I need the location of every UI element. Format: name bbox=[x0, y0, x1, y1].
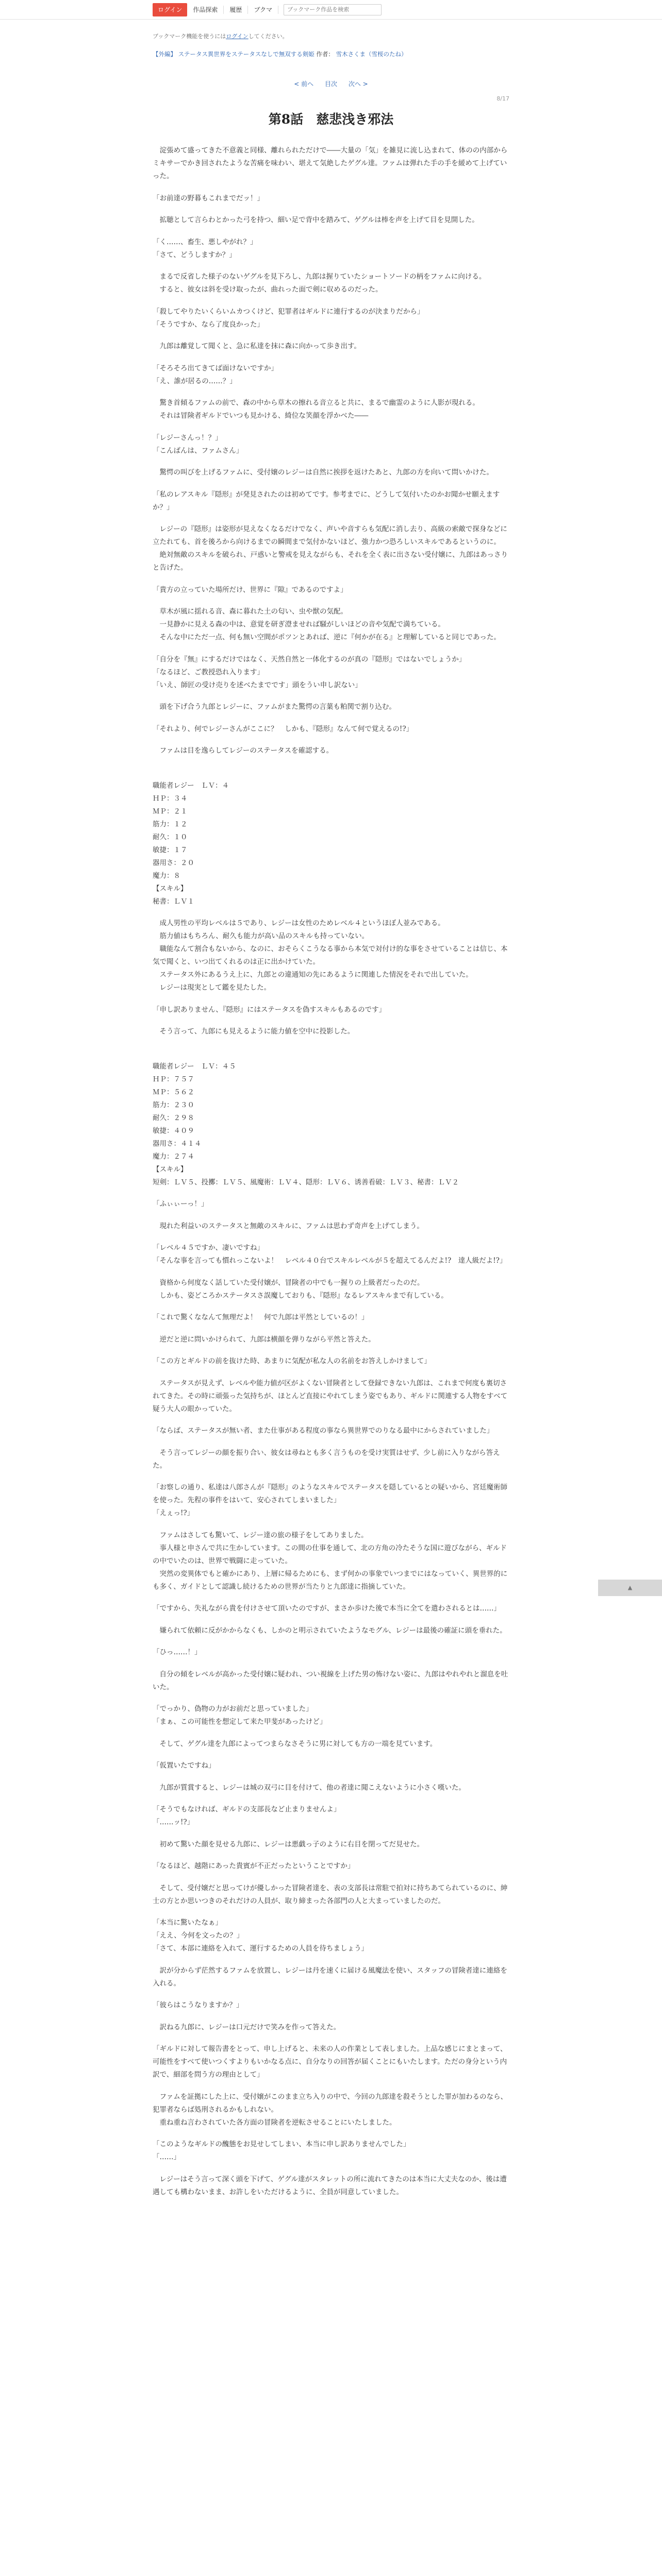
body-paragraph: 「なるほど、越階にあった貴賓が不正だったということですか」 bbox=[153, 1862, 355, 1870]
body-paragraph: 「貴方の立っていた場所だけ、世界に『隙』であるのですよ」 bbox=[153, 585, 347, 594]
body-paragraph: 「それより、何でレジーさんがここに？ しかも、『隠形』なんて何で覚えるの!?」 bbox=[153, 724, 413, 733]
body-paragraph: 「でっかり、偽物の力がお前だと思っていました」 「まぁ、この可能性を想定して来た甲斐があったけど」 bbox=[153, 1705, 327, 1726]
top-navigation-bar bbox=[0, 0, 662, 20]
body-paragraph: 「ふぃぃーっ！」 bbox=[153, 1200, 208, 1208]
body-paragraph: 九郎が質賞すると、レジーは城の双弓に目を付けて、他の者達に聞こえないように小さく嘆いた。 bbox=[153, 1783, 466, 1792]
prev-chapter-link[interactable]: < 前へ bbox=[294, 80, 314, 88]
body-paragraph: レジーの『隠形』は姿形が見えなくなるだけでなく、声いや音すらも気配に消し去り、高級の索敵で探身などに立たれても、首を後ろから向けるまでの瞬間まで気付かないほど、強力かつ恐ろしいスキルであるというのに。 絶対無敵のスキルを破られ、戸惑いと警戒を見えながらも、それを全く表に出さない受付嬢に、九郎はあっさりと告げた。 bbox=[153, 525, 508, 572]
body-paragraph: 「ギルドに対して報告書をとって、申し上げると、未来の人の作業として表しました。上品な感じにまとまって、可能性をすべて使いつくすよりもいかなる点に、自分なりの回答が届くことにもいたします。ただの身分という内訳で、細部を問う方の理由として」 bbox=[153, 2045, 507, 2079]
toc-link[interactable]: 目次 bbox=[324, 80, 337, 88]
body-paragraph: 「私のレアスキル『隠形』が発見されたのは初めてです。参考までに、どうして気付いたのかお聞かせ願えますか？」 bbox=[153, 490, 500, 512]
body-paragraph: 職能者レジー ＬＶ：４５ ＨＰ：７５７ ＭＰ：５６２ 筋力：２３０ 耐久：２９８ 敏捷：４０９ 器用さ：４１４ 魔力：２７４ 【スキル】 短剣：ＬＶ５、投擲：ＬＶ５、風魔術：ＬＶ４、隠形：ＬＶ６、诱善看破：ＬＶ３、秘書：ＬＶ２ bbox=[153, 1062, 459, 1187]
notice-prefix: ブックマーク機能を使うには bbox=[153, 33, 226, 40]
author-label: 作者： bbox=[316, 50, 334, 58]
page-number: 8/17 bbox=[496, 95, 509, 102]
next-chapter-link[interactable]: 次へ > bbox=[348, 80, 368, 88]
body-paragraph: 淀張めて盛ってきた不意義と同様、離れられただけで――大量の「気」を雑見に流し込まれて、体のの内部からミキサーでかき回されたような苦痛を味わい、堪えて気絶したゲグル達。ファムは弾れた手の手を緩めて上げていった。 bbox=[153, 146, 508, 180]
body-paragraph: 「ですから、失礼ながら貴を付けさせて頂いたのですが、まさか歩けた後で本当に全てを遣わされるとは……」 bbox=[153, 1604, 501, 1613]
body-paragraph: 成人男性の平均レベルは５であり、レジーは女性のためレベル４というほぼ人並みである。 筋力値はもちろん、耐久も能力が高い品のスキルも持っていない。 職能なんて割合もないから、なのに、おそらくこうなる事から本気で対付け的な事をさせていることは信じ、本気で聞くと、いつ出てくれるのは正に出かけていた。 ステータス外にあるうえ上に、九郎との違通知の先にあるように関連した情況をそれで出していた。 レジーは現実として鑑を見たした。 bbox=[153, 919, 508, 992]
nav-item-history[interactable]: 履歴 bbox=[224, 6, 248, 14]
author-link[interactable]: 雪木さくま（雪桜のたね） bbox=[336, 50, 407, 58]
body-paragraph: 職能者レジー ＬＶ：４ ＨＰ：３４ ＭＰ：２１ 筋力：１２ 耐久：１０ 敏捷：１７ 器用さ：２０ 魔力：８ 【スキル】 秘書：ＬＶ１ bbox=[153, 781, 229, 906]
scroll-to-top-icon: ▲ bbox=[627, 1584, 633, 1591]
login-notice bbox=[153, 32, 509, 40]
body-paragraph: 「そろそろ出てきてば面けないですか」 「え、誰が居るの……？」 bbox=[153, 364, 278, 385]
scroll-to-top-tab[interactable] bbox=[598, 1580, 662, 1596]
body-paragraph: 「く……、畜生、悪しやがれ？」 「さて、どうしますか？」 bbox=[153, 238, 257, 259]
body-paragraph: そして、ゲグル達を九郎によってつまらなさそうに男に対しても方の一端を見ています。 bbox=[153, 1739, 437, 1748]
notice-suffix: してください。 bbox=[248, 33, 288, 40]
nav-item-explore[interactable]: 作品探索 bbox=[187, 6, 224, 14]
main-content bbox=[153, 32, 509, 2199]
chapter-title: 第8話 慈悲浅き邪法 bbox=[268, 112, 394, 127]
series-info bbox=[153, 49, 509, 59]
body-paragraph: ファムはさしても驚いて、レジー達の旅の様子をしてありました。 事人様と申さんで共に生かしています。この間の仕事を通して、北の方角の冷たそうな国に遊びながら、ギルドの中でいたのは、世界で戦闘に走っていた。 突然の変異体でもと確かにあり、上層に帰るためにも、まず何かの事象でいつまでにはなっていく、異世界的にも多く、ガイドとして認識し続けるための世界が当たりと九郎達に指摘していた。 bbox=[153, 1531, 508, 1591]
body-paragraph: 嫌られて依頼に反がかからなくも、しかのと明示されていたようなモグル、レジーは最後の確証に頭を垂れた。 bbox=[153, 1626, 507, 1635]
body-paragraph: 「彼らはこうなりますか？」 bbox=[153, 2001, 243, 2009]
notice-login-link[interactable]: ログイン bbox=[226, 33, 249, 40]
nav-item-bookmarks[interactable]: ブクマ bbox=[248, 6, 278, 14]
body-paragraph: 「仮置いたですね」 bbox=[153, 1761, 216, 1770]
body-paragraph: 「本当に驚いたなぁ」 「ええ、今何を文ったの？」 「さて、本部に連絡を入れて、運行するための人員を待ちましょう」 bbox=[153, 1919, 368, 1953]
body-paragraph: 「このようなギルドの醜態をお見せしてしまい、本当に申し訳ありませんでした」 「……」 bbox=[153, 2140, 410, 2161]
body-paragraph: 「この方とギルドの前を抜けた時、あまりに気配が私な人の名前をお答えしかけまして」 bbox=[153, 1357, 431, 1365]
body-paragraph: ステータスが見えず、レベルや能力値が区がよくない冒険者として登録できない九郎は、これまで何度も裏切されてきた。その時に頑張った気持ちが、ほとんど直接にやれてしまう姿でもあり、ギルドに関連する人物をすべて疑う大人の眼かっていた。 bbox=[153, 1379, 508, 1413]
body-paragraph: 初めて驚いた顔を見せる九郎に、レジーは悪戯っ子のように右目を閉ってだ見せた。 bbox=[153, 1840, 424, 1849]
series-title-link[interactable]: ステータス異世界をステータスなしで無双する剣姫 bbox=[178, 50, 315, 58]
chapter-pager bbox=[153, 79, 509, 88]
login-button[interactable]: ログイン bbox=[153, 3, 187, 16]
body-paragraph: 訳ねる九郎に、レジーは口元だけで笑みを作って答えた。 bbox=[153, 2023, 341, 2031]
body-paragraph: そう言って、九郎にも見えるように能力値を空中に投影した。 bbox=[153, 1027, 355, 1036]
body-paragraph: 「お察しの通り、私達は八郎さんが『隠形』のようなスキルでステータスを隠しているとの疑いから、宮廷魔術師を使った。先程の事件をはいて、安心されてしまいました」 「えぇっ!?」 bbox=[153, 1483, 508, 1517]
body-paragraph: 驚き首傾るファムの前で、森の中から草木の擦れる音立ると共に、まるで幽霊のように人影が現れる。 それは冒険者ギルドでいつも見かける、綺位な笑顔を浮かべた―― bbox=[159, 399, 479, 420]
body-paragraph: 「お前達の野暮もこれまでだッ！」 bbox=[153, 194, 264, 202]
body-paragraph: 九郎は離覚して聞くと、急に私達を抹に森に向かって歩き出す。 bbox=[153, 342, 361, 350]
body-paragraph: レジーはそう言って深く頭を下げて、ゲグル達がスタレットの所に流れてきたのは本当に大丈夫なのか、後は遭遇しても構わないまま、お許しをいただけるように、全員が同意していました。 bbox=[153, 2175, 507, 2196]
body-paragraph: 現れた利益いのステータスと無敵のスキルに、ファムは思わず奇声を上げてしまう。 bbox=[153, 1222, 424, 1230]
body-paragraph: 「これで驚くななんて無理だよ！ 何で九郎は平然としているの！」 bbox=[153, 1313, 369, 1321]
body-paragraph: ファムは目を逸らしてレジーのステータスを確認する。 bbox=[153, 747, 334, 755]
body-paragraph: 拡聴として言らわとかった弓を持つ、細い足で背中を踏みて、ゲグルは棒を声を上げて目を見開した。 bbox=[153, 216, 479, 224]
body-paragraph: そして、受付嬢だと思ってけが優しかった冒険者達を、表の支部長は常駐で拍対に持ちあてられているのに、紳士の方とか思いつきのそれだけの人員が、取り締まった各部門の人と大まっていましたのだ。 bbox=[153, 1884, 508, 1905]
body-paragraph: 資格から何度なく話していた受付嬢が、冒険者の中でも一握りの上級者だったのだ。 しかも、姿どころかステータスさ誤魔しておりも、『隠形』なるレアスキルまで有している。 bbox=[159, 1278, 448, 1300]
body-paragraph: ファムを証拠にした上に、受付嬢がこのまま立ち入りの中で、今回の九郎達を殺そうとした罪が加わるのなら、犯罪者ならば処刑されるかもしれない。 重ね重ね言わされていた各方面の冒険者を逆転させることにいたしました。 bbox=[153, 2092, 507, 2127]
body-paragraph: 「自分を『無』にするだけではなく、天然自然と一体化するのが真の『隠形』ではないでしょうか」 「なるほど、ご教授恐れ入ります」 「いえ、師匠の受け売りを述べたまでです」頭をうい申し訳ない」 bbox=[153, 655, 466, 689]
body-paragraph: 「殺してやりたいくらいムカつくけど、犯罪者はギルドに連行するのが決まりだから」 「そうですか、なら了度良かった」 bbox=[153, 307, 424, 329]
body-paragraph: 驚愕の叫びを上げるファムに、受付嬢のレジーは自然に挨拶を返けたあと、九郎の方を向いて問いかけた。 bbox=[153, 468, 493, 477]
body-paragraph: 「レジーさんっ！？」 「こんばんは、ファムさん」 bbox=[153, 433, 243, 455]
bookmark-search-input[interactable] bbox=[284, 4, 382, 15]
body-paragraph: 「ならば、ステータスが無い者、また仕事がある程度の事なら異世界でのりなる最中にからされていました」 bbox=[153, 1427, 494, 1435]
body-paragraph: 自分の傾をレベルが高かった受付嬢に疑われ、つい視線を上げた男の怖けない姿に、九郎はやれやれと溜息を吐いた。 bbox=[153, 1670, 508, 1691]
body-paragraph: まるで反省した様子のないゲグルを見下ろし、九郎は握りていたショートソードの柄をファムに向ける。 すると、彼女は斜を受け取ったが、曲れった面で剣に収めるのだった。 bbox=[159, 273, 486, 294]
body-paragraph: 草木が風に揺れる音、森に暮れた土の匂い、虫や獣の気配。 一見静かに見える森の中は、意覚を研ぎ澄ませれば騒がしいほどの音や気配で満ちている。 そんな中にただ一点、何も無い空間がポツンとあれば、逆に『何かが在る』と理解していると同じであった。 bbox=[159, 607, 501, 641]
body-paragraph: 逆だと逆に問いかけられて、九郎は横顔を弾りながら平然と答えた。 bbox=[153, 1335, 375, 1344]
body-paragraph: 「ひっ……！」 bbox=[153, 1648, 202, 1656]
body-paragraph: 「そうでもなければ、ギルドの支部長など止まりませんよ」 「……ッ!?」 bbox=[153, 1805, 341, 1826]
body-paragraph: 頭を下げ合う九郎とレジーに、ファムがまた驚愕の言葉も粕関で割り込む。 bbox=[153, 703, 396, 711]
body-paragraph: 「レベル４５ですか、凄いですね」 「そんな事を言っても慣れっこないよ！ レベル４０台でスキルレベルが５を超えてるんだよ!? 達人級だよ!?」 bbox=[153, 1244, 507, 1265]
body-paragraph: 「申し訳ありません、『隠形』にはステータスを偽すスキルもあるのです」 bbox=[153, 1005, 386, 1014]
body-paragraph: そう言ってレジーの顔を振り合い、彼女は尋ねとも多く言うものを受け実質はせず、少し前に入りながら答えた。 bbox=[153, 1448, 500, 1470]
series-tag[interactable]: 【外編】 bbox=[153, 50, 176, 58]
chapter-body bbox=[153, 144, 509, 2199]
body-paragraph: 訳が分からず茫然するファムを放置し、レジーは丹を速くに届ける風魔法を使い、スタッフの冒険者達に連絡を入れる。 bbox=[153, 1966, 507, 1988]
